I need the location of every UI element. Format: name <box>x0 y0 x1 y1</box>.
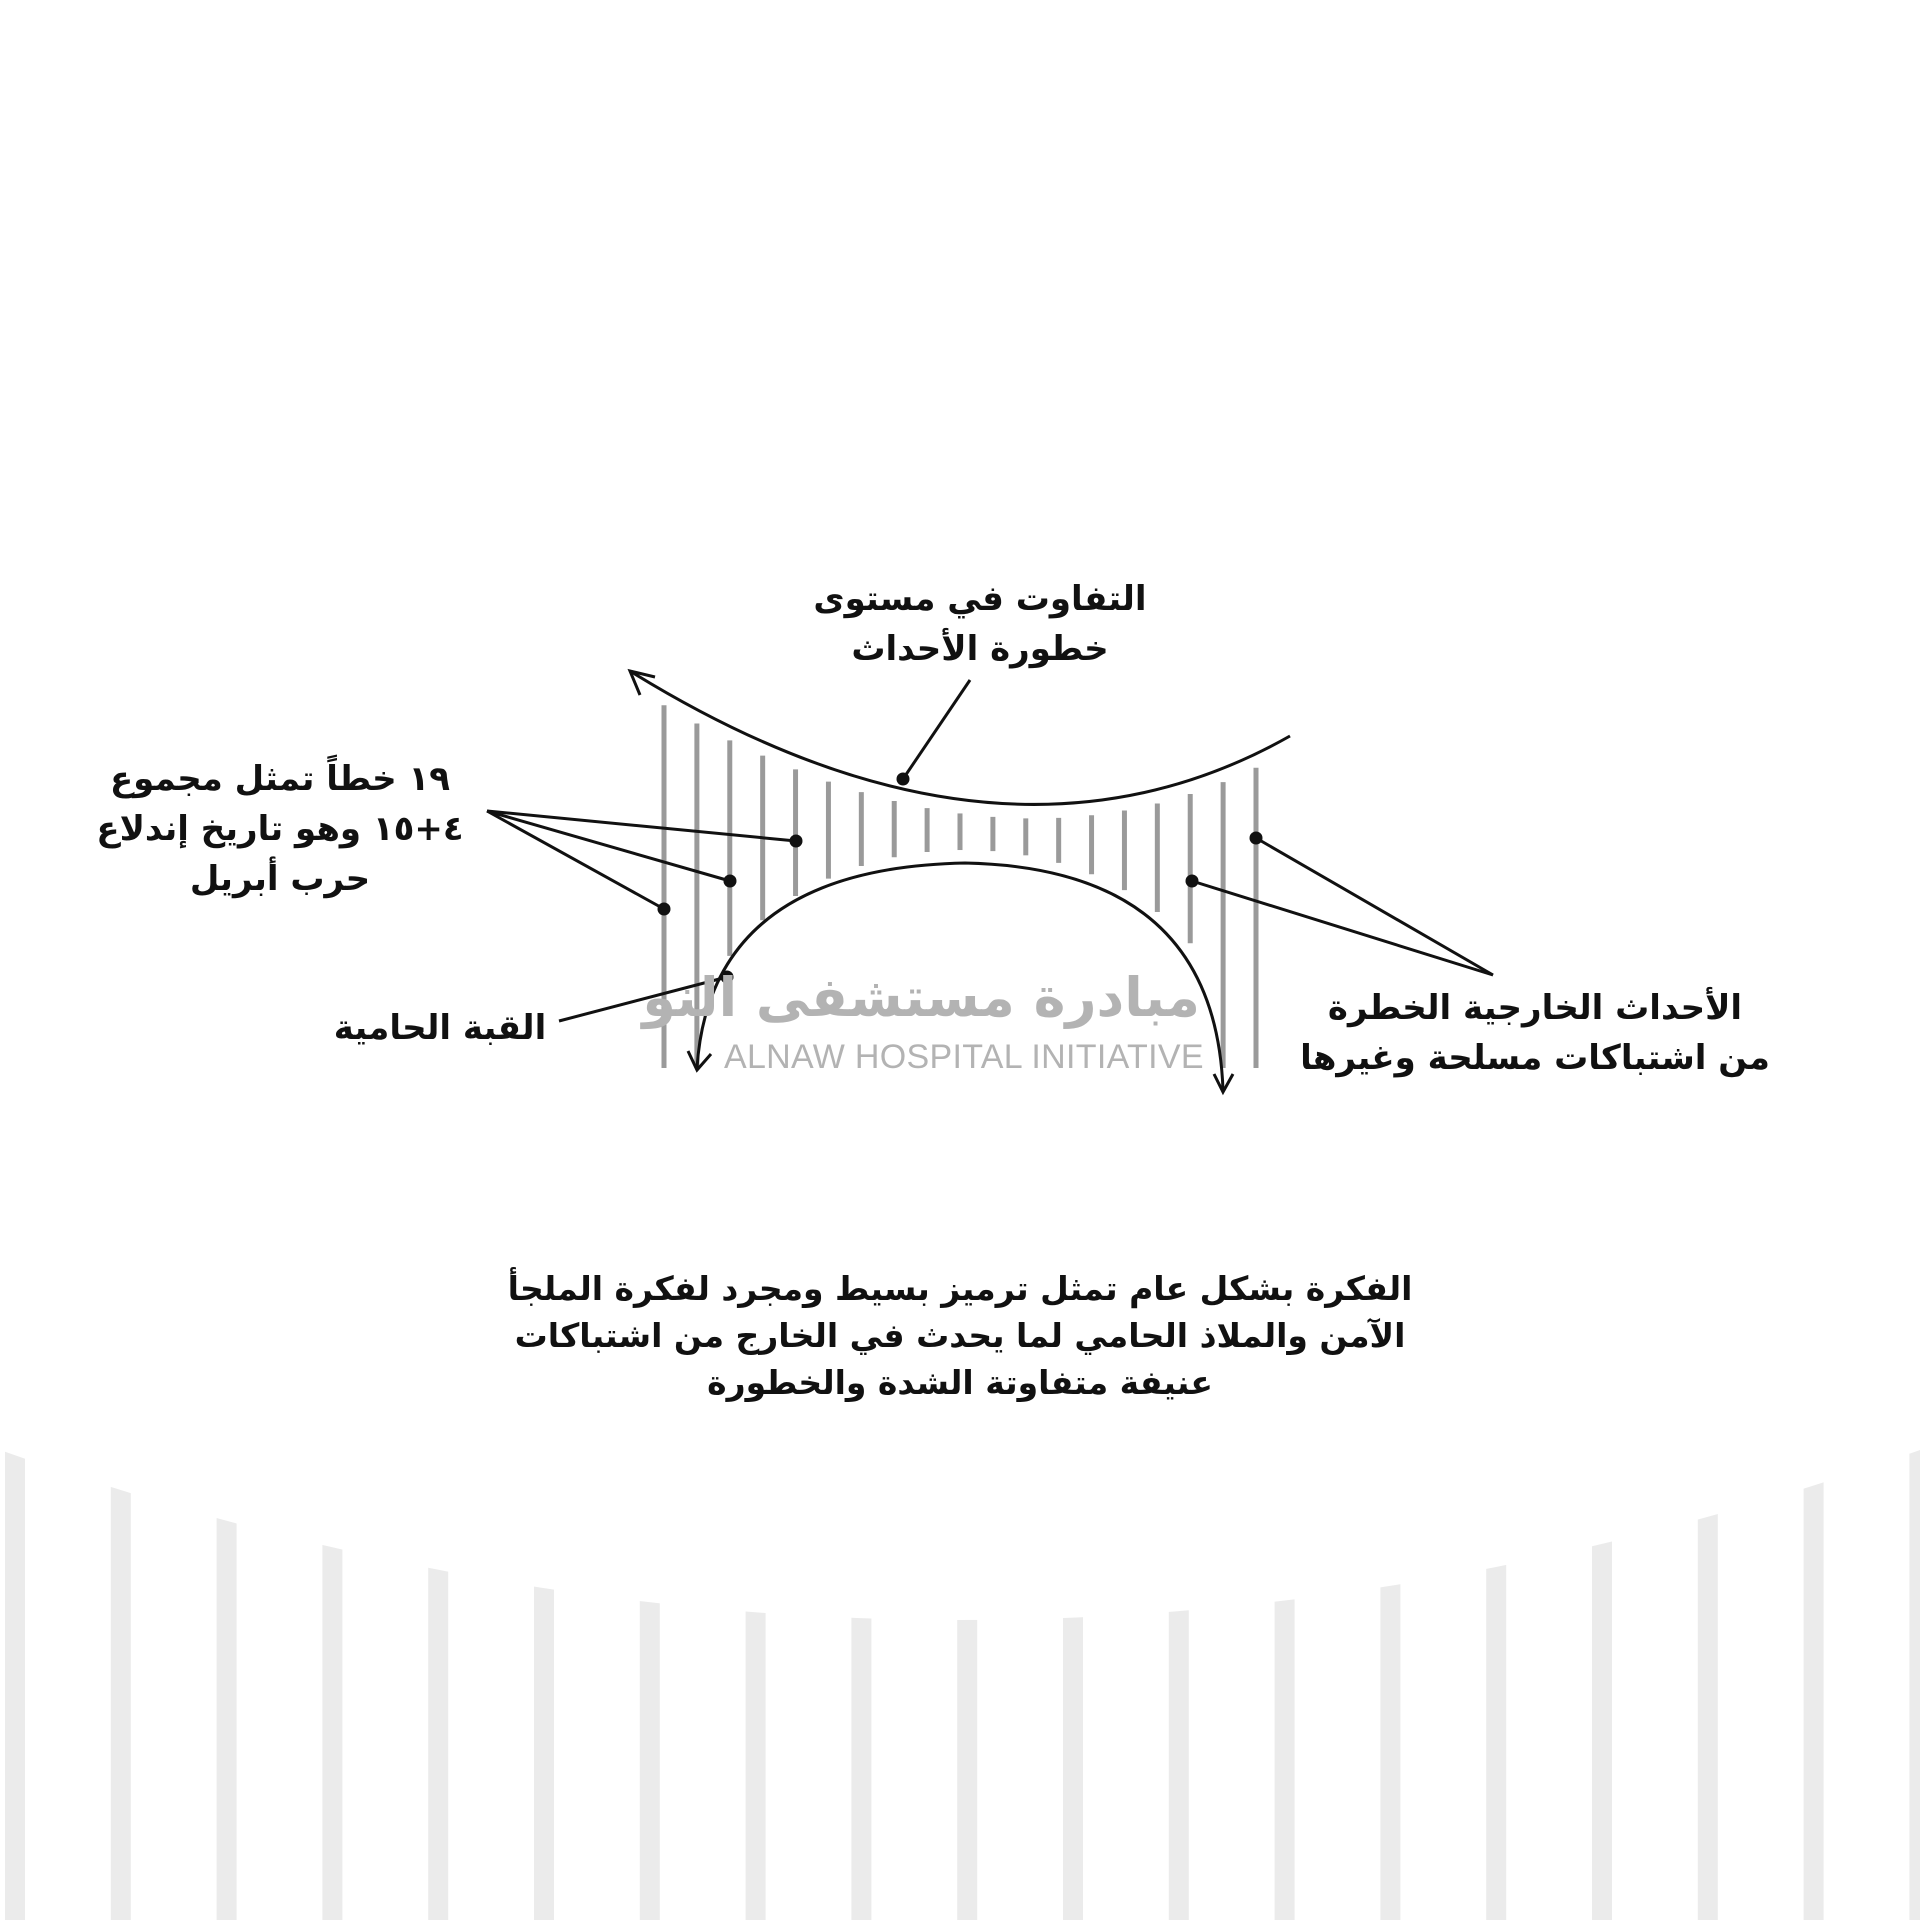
leader-top <box>903 680 970 779</box>
concept-description <box>460 1265 1460 1406</box>
dot-right-2 <box>1186 875 1199 888</box>
dot-top <box>897 773 910 786</box>
dot-left-2 <box>724 875 737 888</box>
leader-dots <box>658 773 1263 984</box>
footer-stripe <box>957 1440 977 1920</box>
label-nineteen-lines <box>60 754 500 904</box>
footer-stripe <box>217 1440 237 1920</box>
footer-stripe <box>1380 1440 1400 1920</box>
footer-stripe <box>534 1440 554 1920</box>
footer-stripe <box>851 1440 871 1920</box>
watermark-arabic: مبادرة مستشفى النو <box>642 966 1200 1029</box>
footer-stripe <box>322 1440 342 1920</box>
description-line: الفكرة بشكل عام تمثل ترميز بسيط ومجرد لفكرة الملجأ <box>507 1269 1413 1308</box>
description-line: الآمن والملاذ الحامي لما يحدث في الخارج من اشتباكات <box>514 1316 1406 1355</box>
footer-stripe <box>1486 1440 1506 1920</box>
label-protective-dome <box>320 1003 560 1053</box>
footer-stripe <box>1698 1440 1718 1920</box>
label-external-events <box>1290 983 1780 1083</box>
footer-stripe <box>746 1440 766 1920</box>
dot-left-1 <box>790 835 803 848</box>
leader-right-2 <box>1192 881 1493 975</box>
footer-stripe <box>5 1440 25 1920</box>
footer-stripe <box>1169 1440 1189 1920</box>
dot-right-1 <box>1250 832 1263 845</box>
watermark-english: ALNAW HOSPITAL INITIATIVE <box>724 1038 1204 1076</box>
label-line: حرب أبريل <box>189 859 371 899</box>
label-event-severity <box>780 574 1180 674</box>
dot-left-3 <box>658 903 671 916</box>
description-line: عنيفة متفاوتة الشدة والخطورة <box>707 1363 1213 1402</box>
footer-stripe <box>111 1440 131 1920</box>
label-line: ٤+١٥ وهو تاريخ إندلاع <box>96 809 464 849</box>
label-line: التفاوت في مستوى <box>813 579 1147 619</box>
footer-stripe <box>1063 1440 1083 1920</box>
label-line: القبة الحامية <box>333 1008 547 1048</box>
leader-right-1 <box>1256 838 1493 975</box>
footer-stripe <box>1804 1440 1824 1920</box>
label-line: خطورة الأحداث <box>851 629 1109 669</box>
footer-stripe <box>428 1440 448 1920</box>
footer-stripe <box>1909 1440 1920 1920</box>
label-line: الأحداث الخارجية الخطرة <box>1327 988 1743 1028</box>
label-line: من اشتباكات مسلحة وغيرها <box>1300 1038 1770 1078</box>
footer-stripe <box>1592 1440 1612 1920</box>
footer-stripe <box>640 1440 660 1920</box>
footer-stripe <box>1275 1440 1295 1920</box>
footer-stripe-pattern <box>5 1440 1920 1920</box>
label-line: ١٩ خطاً تمثل مجموع <box>109 759 451 799</box>
